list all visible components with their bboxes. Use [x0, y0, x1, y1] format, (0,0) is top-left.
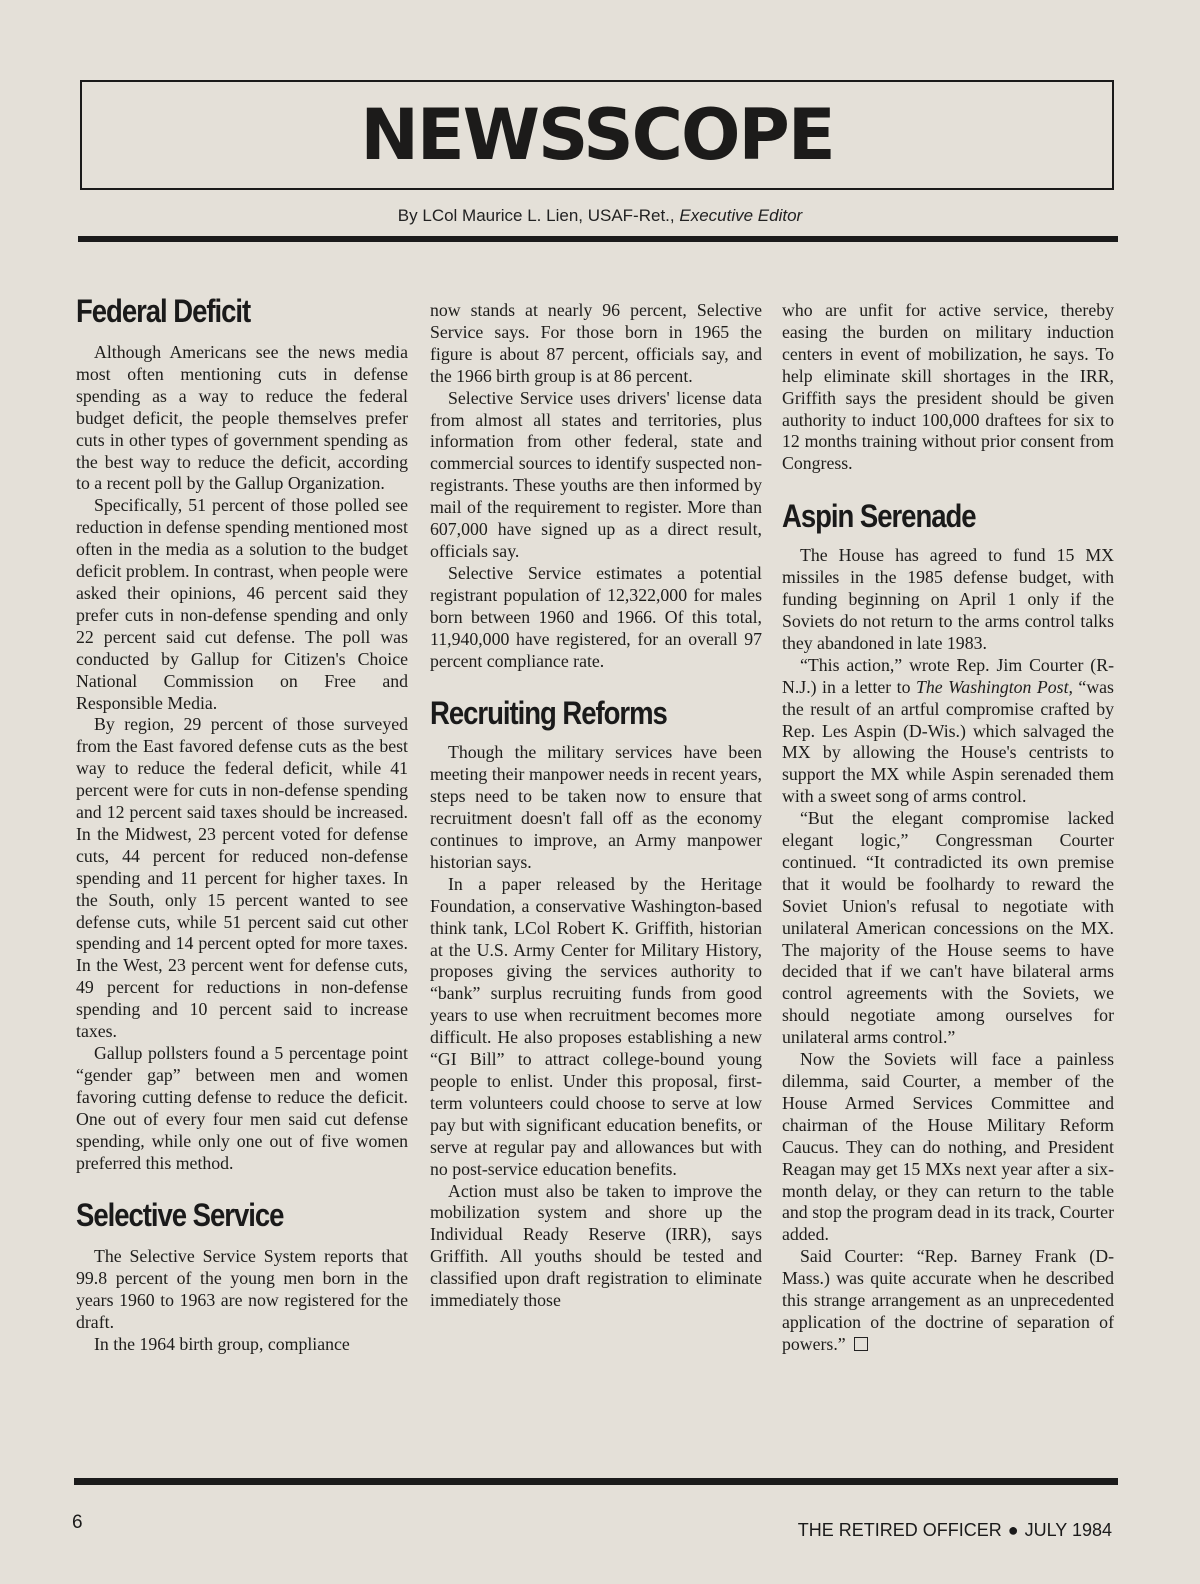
byline: [0, 206, 1200, 226]
paragraph: Gallup pollsters found a 5 percentage point “gender gap” between men and women favoring cutting defense to reduce the deficit. One out of every four men said cut defense spending, while only one out of five women preferred this method.: [76, 1043, 408, 1173]
bullet-icon: ●: [1007, 1520, 1019, 1540]
page-title: NEWSSCOPE: [360, 94, 834, 176]
closing-text: Said Courter: “Rep. Barney Frank (D-Mass.) was quite accurate when he described this strange arrangement as an unprecedented application of the doctrine of separation of powers.”: [782, 1246, 1114, 1354]
heading-aspin-serenade: Aspin Serenade: [782, 498, 976, 535]
publication-name: THE RETIRED OFFICER: [797, 1520, 1002, 1540]
issue-date: JULY 1984: [1024, 1520, 1112, 1540]
paragraph: By region, 29 percent of those surveyed from the East favored defense cuts as the best way to reduce the federal deficit, while 41 percent were for cuts in non-defense spending and 12 percent said taxes should be increased. In the Midwest, 23 percent voted for defense cuts, 44 percent for reduced non-defense spending and 11 percent for higher taxes. In the South, only 15 percent wanted to see defense cuts, while 51 percent said cut other spending and 14 percent opted for more taxes. In the West, 23 percent went for defense cuts, 49 percent for reductions in non-defense spending and 10 percent said to increase taxes.: [76, 714, 408, 1042]
paragraph: In a paper released by the Heritage Foundation, a conservative Washington-based think tank, LCol Robert K. Griffith, historian at the U.S. Army Center for Military History, proposes giving the services authority to “bank” surplus recruiting funds from good years to use when recruitment becomes more difficult. He also proposes establishing a new “GI Bill” to attract college-bound young people to enlist. Under this proposal, first-term volunteers could choose to serve at low pay but with significant education benefits, or serve at regular pay and allowances but with no post-service education benefits.: [430, 873, 762, 1179]
paragraph: [782, 1246, 1114, 1356]
column-2: [430, 300, 762, 1312]
byline-role: Executive Editor: [679, 206, 803, 225]
byline-author: By LCol Maurice L. Lien, USAF-Ret.,: [397, 206, 675, 225]
paragraph: In the 1964 birth group, compliance: [94, 1334, 350, 1355]
paragraph: “But the elegant compromise lacked elegant logic,” Congressman Courter continued. “It contradicted its own premise that it would be foolhardy to reward the Soviet Union's refusal to negotiate with unilateral American concessions on the MX. The majority of the House seems to have decided that if we can't have bilateral arms control agreements with the Soviets, we should negotiate among ourselves for unilateral arms control.”: [782, 808, 1114, 1048]
quote-text: “This action,” wrote Rep. Jim Courter (R-N.J.) in a letter to: [782, 654, 1114, 697]
paragraph: Selective Service estimates a potential registrant population of 12,322,000 for males born between 1960 and 1966. Of this total, 11,940,000 have registered, for an overall 97 percent compliance rate.: [430, 562, 762, 671]
paragraph: Selective Service uses drivers' license data from almost all states and territories, plus information from other federal, state and commercial sources to identify suspected non-registrants. These youths are then informed by mail of the requirement to register. More than 607,000 have signed up as a direct result, officials say.: [430, 387, 762, 561]
paragraph: now stands at nearly 96 percent, Selective Service says. For those born in 1965 the figure is about 87 percent, officials say, and the 1966 birth group is at 86 percent.: [430, 300, 762, 386]
paragraph: who are unfit for active service, thereby easing the burden on military induction centers in event of mobilization, he says. To help eliminate skill shortages in the IRR, Griffith says the president should be given authority to induct 100,000 draftees for six to 12 months training without prior consent from Congress.: [782, 300, 1114, 474]
paragraph: [782, 655, 1114, 808]
paragraph: The Selective Service System reports that 99.8 percent of the young men born in the years 1960 to 1963 are now registered for the draft.: [76, 1246, 408, 1333]
quote-text: “was the result of an artful compromise crafted by Rep. Les Aspin (D-Wis.) which salvaged the MX by allowing the House's centrists to support the MX while Aspin serenaded them with a sweet song of arms control.: [782, 676, 1114, 807]
paragraph: Specifically, 51 percent of those polled see reduction in defense spending mentioned most often in the media as a solution to the budget deficit problem. In contrast, when people were asked their opinions, 46 percent said they prefer cuts in non-defense spending and only 22 percent said cut defense. The poll was conducted by Gallup for Citizen's Choice National Commission on Free and Responsible Media.: [76, 495, 408, 713]
column-1: [76, 292, 408, 1356]
page-number: 6: [72, 1512, 83, 1533]
newspaper-name: The Washington Post,: [915, 676, 1073, 697]
bottom-divider: [74, 1478, 1118, 1485]
masthead-box: [80, 80, 1114, 190]
heading-federal-deficit: Federal Deficit: [76, 293, 251, 329]
end-mark-icon: [854, 1337, 868, 1351]
paragraph: Now the Soviets will face a painless dilemma, said Courter, a member of the House Armed Services Committee and chairman of the House Military Reform Caucus. They can do nothing, and President Reagan may get 15 MXs next year after a six-month delay, or they can return to the table and stop the program dead in its track, Courter added.: [782, 1049, 1114, 1245]
column-3: [782, 300, 1114, 1356]
heading-recruiting-reforms: Recruiting Reforms: [430, 695, 667, 732]
heading-selective-service: Selective Service: [76, 1197, 284, 1234]
publication-footer: [798, 1520, 1112, 1541]
paragraph: Though the military services have been meeting their manpower needs in recent years, steps need to be taken now to ensure that recruitment doesn't fall off as the economy continues to improve, an Army manpower historian says.: [430, 742, 762, 872]
paragraph: Action must also be taken to improve the mobilization system and shore up the Individual Ready Reserve (IRR), says Griffith. All youths should be tested and classified upon draft registration to eliminate immediately those: [430, 1180, 762, 1311]
top-divider: [78, 236, 1118, 242]
paragraph: Although Americans see the news media most often mentioning cuts in defense spending as a way to reduce the federal budget deficit, the people themselves prefer cuts in other types of government spending as the best way to reduce the deficit, according to a recent poll by the Gallup Organization.: [76, 342, 408, 494]
paragraph: The House has agreed to fund 15 MX missiles in the 1985 defense budget, with funding beginning on April 1 only if the Soviets do not return to the arms control talks they abandoned in late 1983.: [782, 545, 1114, 653]
